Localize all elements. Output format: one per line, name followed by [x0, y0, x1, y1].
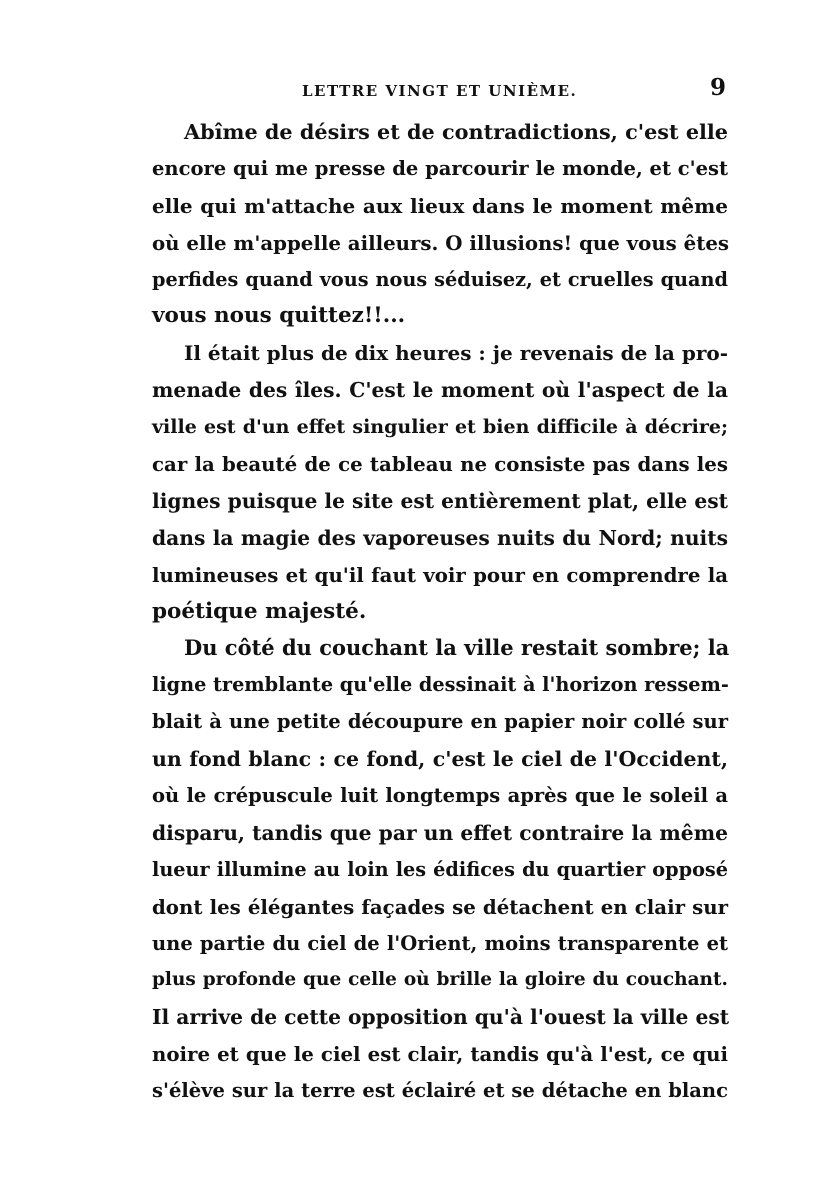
- text-line: une partie du ciel de l'Orient, moins transparente et: [152, 931, 728, 955]
- text-line: elle qui m'attache aux lieux dans le moment même: [152, 193, 728, 218]
- text-line: Du côté du couchant la ville restait sombre; la: [184, 635, 730, 661]
- text-line: un fond blanc : ce fond, c'est le ciel de l'Occident,: [152, 747, 728, 772]
- text-line: ligne tremblante qu'elle dessinait à l'horizon ressem-: [152, 673, 729, 697]
- text-line: dans la magie des vaporeuses nuits du Nord; nuits: [152, 525, 728, 550]
- text-line: s'élève sur la terre est éclairé et se détache en blanc: [152, 1079, 728, 1103]
- running-title: LETTRE VINGT ET UNIÈME.: [302, 82, 578, 100]
- text-line: dont les élégantes façades se détachent en clair sur: [152, 894, 728, 919]
- text-line: disparu, tandis que par un effet contraire la même: [152, 820, 728, 845]
- text-line: lueur illumine au loin les édifices du quartier opposé: [152, 857, 728, 881]
- text-line: où le crépuscule luit longtemps après que le soleil a: [152, 784, 728, 808]
- text-line: ville est d'un effet singulier et bien difficile à décrire;: [152, 416, 728, 439]
- page-number: 9: [709, 74, 726, 101]
- text-line: lignes puisque le site est entièrement plat, elle est: [152, 488, 728, 513]
- running-head: [152, 74, 726, 106]
- text-line: Abîme de désirs et de contradictions, c'est elle: [184, 120, 728, 144]
- body-text: [152, 114, 728, 1110]
- text-line: Il était plus de dix heures : je revenais de la pro-: [184, 341, 728, 366]
- text-line: car la beauté de ce tableau ne consiste pas dans les: [152, 452, 728, 477]
- text-line: vous nous quittez!!...: [152, 303, 406, 329]
- text-line: Il arrive de cette opposition qu'à l'ouest la ville est: [152, 1005, 730, 1030]
- text-line: blait à une petite découpure en papier noir collé sur: [152, 710, 728, 734]
- text-line: où elle m'appelle ailleurs. O illusions! que vous êtes: [152, 230, 730, 255]
- text-line: plus profonde que celle où brille la gloire du couchant.: [152, 969, 728, 991]
- text-line: menade des îles. C'est le moment où l'aspect de la: [152, 378, 728, 403]
- text-line: poétique majesté.: [152, 598, 367, 624]
- paragraph: [152, 335, 728, 630]
- text-line: noire et que le ciel est clair, tandis qu'à l'est, ce qui: [152, 1042, 728, 1067]
- text-line: perfides quand vous nous séduisez, et cruelles quand: [152, 267, 728, 291]
- text-line: lumineuses et qu'il faut voir pour en comprendre la: [152, 562, 728, 587]
- paragraph: [152, 630, 728, 1110]
- paragraph: [152, 114, 728, 335]
- text-line: encore qui me presse de parcourir le monde, et c'est: [152, 156, 728, 180]
